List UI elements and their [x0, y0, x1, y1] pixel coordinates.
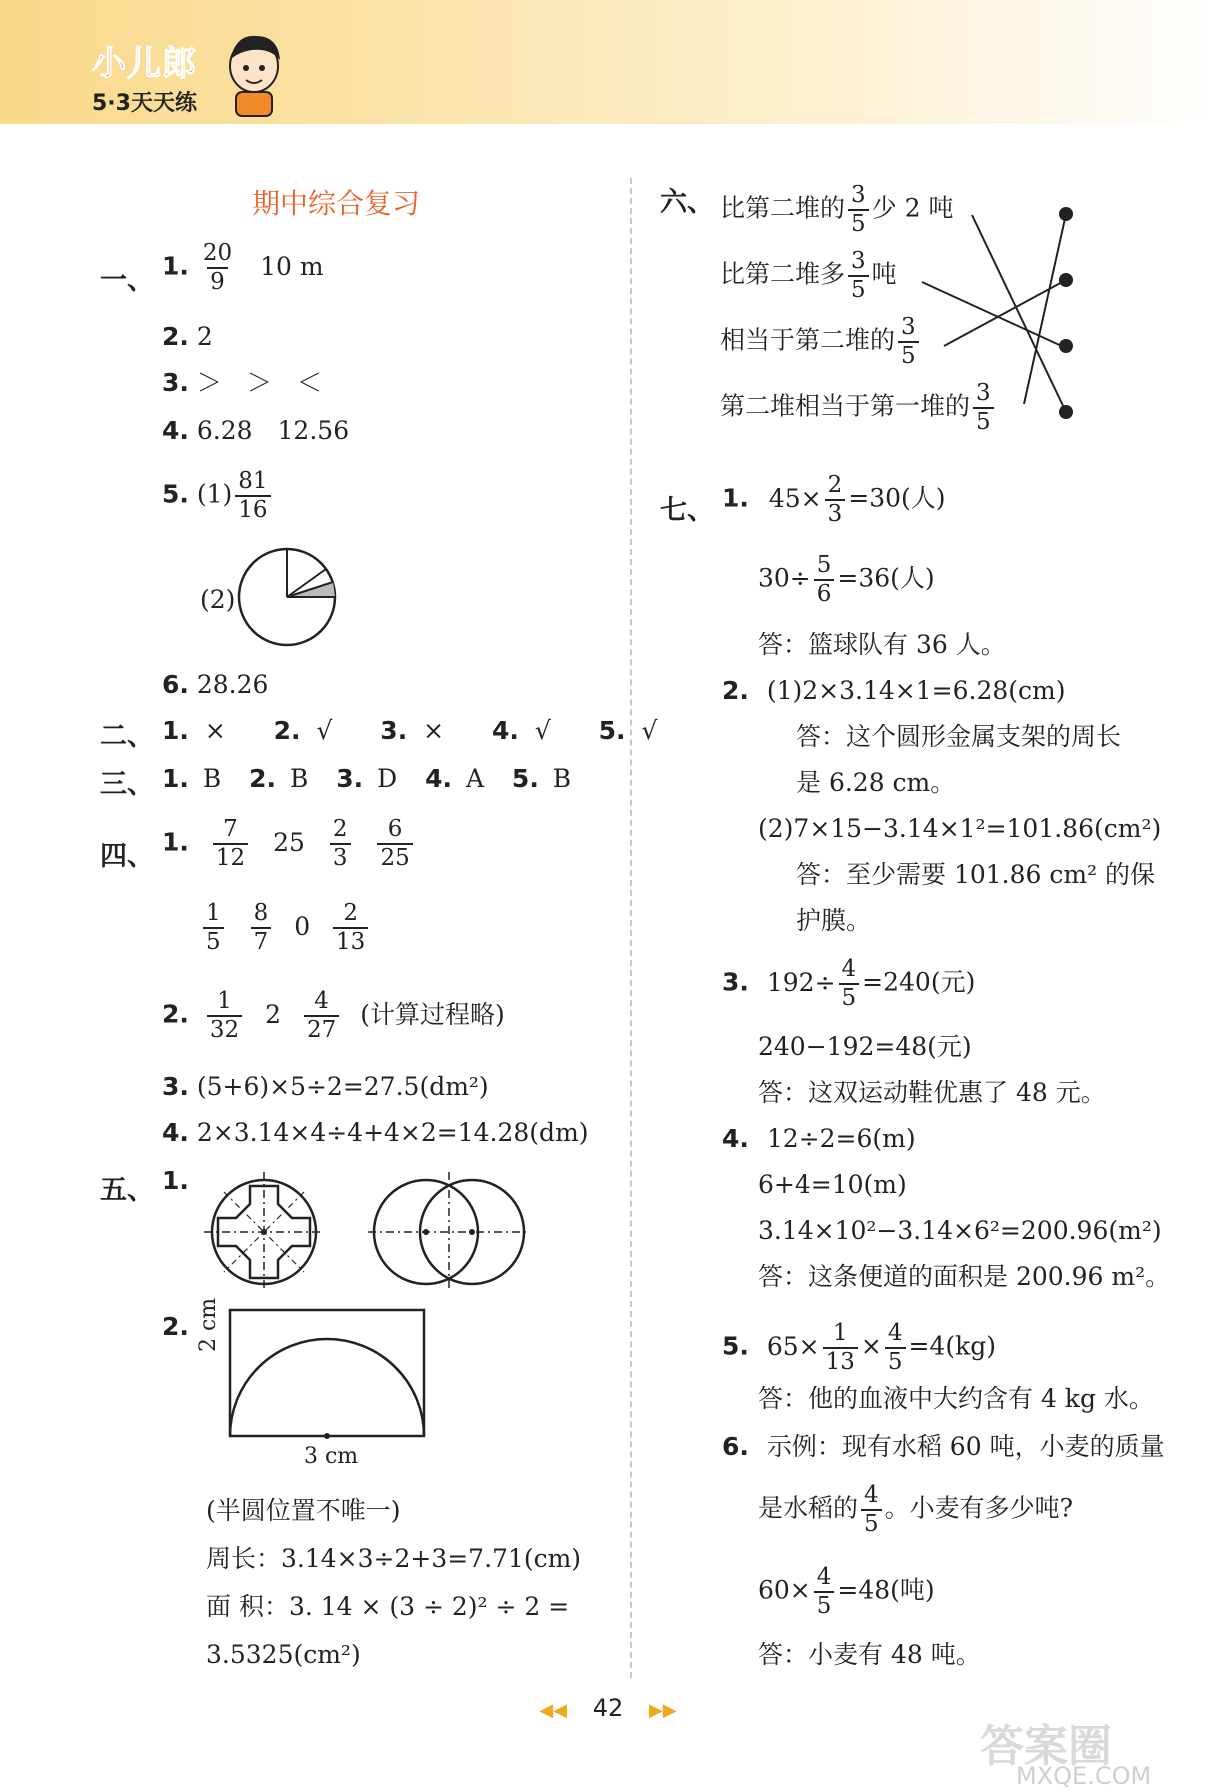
section-3-label: 三、: [100, 769, 154, 800]
section-2-answers: 1. × 2. √ 3. × 4. √ 5. √: [162, 716, 658, 745]
page-title: 期中综合复习: [252, 187, 421, 220]
section-7-label: 七、: [660, 495, 714, 526]
mascot-boy-icon: [222, 26, 286, 118]
logo-text: 小儿郎: [92, 44, 197, 84]
fraction: $\frac{6}{25}$: [377, 818, 412, 870]
answer-1-5: 5. (1) $\frac{81}{16}$: [162, 470, 274, 522]
answer-1-1: 1. $\frac{20}{9}$ 10 m: [162, 240, 324, 295]
answer-4-3: 3. (5+6)×5÷2=27.5(dm²): [162, 1072, 489, 1101]
fraction: $\frac{4}{5}$: [885, 1322, 906, 1374]
prev-arrow-icon: ◀◀: [539, 1700, 568, 1721]
answer-5-2-perimeter: 周长：3.14×3÷2+3=7.71(cm): [206, 1544, 582, 1573]
fraction: $\frac{81}{16}$: [235, 470, 270, 522]
fraction: $\frac{20}{9}$: [202, 240, 233, 295]
problem-6-answer: 答：小麦有 48 吨。: [758, 1640, 981, 1669]
section-3-answers: 1. B 2. B 3. D 4. A 5. B: [162, 764, 572, 793]
answer-5-2-num: 2.: [162, 1312, 189, 1341]
problem-4-answer: 答：这条便道的面积是 200.96 m²。: [758, 1262, 1171, 1291]
fraction: $\frac{2}{13}$: [333, 902, 368, 954]
watermark: 答案圈: [980, 1721, 1112, 1772]
matching-row-1: 比第二堆的 $\frac{3}{5}$ 少 2 吨: [720, 182, 954, 237]
problem-2-line1: 2. (1)2×3.14×1=6.28(cm): [722, 676, 1066, 705]
fraction: $\frac{3}{5}$: [848, 250, 869, 302]
answer-1-4: 4. 6.28 12.56: [162, 416, 350, 445]
section-4-label: 四、: [100, 841, 154, 872]
problem-4-line1: 4. 12÷2=6(m): [722, 1124, 916, 1153]
problem-1-answer: 答：篮球队有 36 人。: [758, 630, 1006, 659]
width-label: 3 cm: [304, 1444, 359, 1469]
problem-2-answer2-a: 答：至少需要 101.86 cm² 的保: [796, 860, 1156, 889]
problem-4-line3: 3.14×10²−3.14×6²=200.96(m²): [758, 1216, 1162, 1245]
symmetry-circle-figure-1: [204, 1172, 324, 1292]
circle-sector-figure: [236, 546, 338, 648]
problem-2-answer2-b: 护膜。: [796, 906, 872, 935]
fraction: $\frac{3}{5}$: [898, 316, 919, 368]
fraction: $\frac{1}{13}$: [823, 1322, 858, 1374]
section-5-label: 五、: [100, 1175, 154, 1206]
answer-1-3: 3. ＞ ＞ ＜: [162, 368, 322, 397]
answer-5-2-note: (半圆位置不唯一): [206, 1496, 401, 1525]
problem-5-line1: 5. 65× $\frac{1}{13}$ × $\frac{4}{5}$ =4(kg): [722, 1320, 997, 1375]
fraction: $\frac{4}{5}$: [839, 958, 860, 1010]
fraction: $\frac{8}{7}$: [251, 902, 272, 954]
next-arrow-icon: ▶▶: [648, 1700, 677, 1721]
fraction: $\frac{4}{27}$: [304, 990, 339, 1042]
answer-5-1-num: 1.: [162, 1166, 189, 1195]
problem-2-line2: (2)7×15−3.14×1²=101.86(cm²): [758, 814, 1162, 843]
fraction: $\frac{4}{5}$: [814, 1566, 835, 1618]
matching-row-4: 第二堆相当于第一堆的 $\frac{3}{5}$: [720, 382, 997, 434]
answer-1-2: 2. 2: [162, 322, 213, 351]
fraction: $\frac{5}{6}$: [814, 554, 835, 606]
matching-row-2: 比第二堆多 $\frac{3}{5}$ 吨: [720, 248, 897, 303]
watermark-url: MXQE.COM: [1016, 1762, 1152, 1790]
fraction: $\frac{1}{5}$: [203, 902, 224, 954]
problem-2-answer1-a: 答：这个圆形金属支架的周长: [796, 722, 1122, 751]
fraction: $\frac{2}{3}$: [330, 818, 351, 870]
problem-1-line2: 30÷ $\frac{5}{6}$ =36(人): [758, 552, 935, 607]
answer-5-2-area-line1: 面 积：3. 14 × (3 ÷ 2)² ÷ 2 =: [206, 1592, 570, 1621]
answer-4-2: 2. $\frac{1}{32}$ 2 $\frac{4}{27}$ (计算过程略): [162, 988, 505, 1043]
answer-5-2-area-line2: 3.5325(cm²): [206, 1640, 361, 1669]
fraction: $\frac{7}{12}$: [213, 818, 248, 870]
fraction: $\frac{3}{5}$: [973, 382, 994, 434]
problem-6-line1: 6. 示例：现有水稻 60 吨，小麦的质量: [722, 1432, 1165, 1461]
matching-row-3: 相当于第二堆的 $\frac{3}{5}$: [720, 316, 922, 368]
fraction: $\frac{1}{32}$: [207, 990, 242, 1042]
fraction: $\frac{3}{5}$: [848, 184, 869, 236]
answer-1-6: 6. 28.26: [162, 670, 269, 699]
problem-5-answer: 答：他的血液中大约含有 4 kg 水。: [758, 1384, 1154, 1413]
problem-4-line2: 6+4=10(m): [758, 1170, 907, 1199]
fraction: $\frac{2}{3}$: [825, 474, 846, 526]
section-2-label: 二、: [100, 721, 154, 752]
symmetry-circle-figure-2: [368, 1172, 530, 1292]
answer-4-4: 4. 2×3.14×4÷4+4×2=14.28(dm): [162, 1118, 589, 1147]
matching-lines: [900, 200, 1080, 430]
fraction: $\frac{4}{5}$: [861, 1484, 882, 1536]
column-divider: [630, 178, 632, 1678]
section-6-label: 六、: [660, 187, 714, 218]
answer-1-5-2-label: (2): [200, 585, 236, 614]
section-1-label: 一、: [100, 265, 154, 296]
problem-3-line1: 3. 192÷ $\frac{4}{5}$ =240(元): [722, 956, 976, 1011]
problem-6-line2: 是水稻的 $\frac{4}{5}$ 。小麦有多少吨?: [758, 1482, 1074, 1537]
height-label: 2 cm: [196, 1297, 221, 1352]
problem-2-answer1-b: 是 6.28 cm。: [796, 768, 956, 797]
problem-3-line2: 240−192=48(元): [758, 1032, 972, 1061]
answer-4-1-row1: 1. $\frac{7}{12}$ 25 $\frac{2}{3}$ $\frac{6}{25}$: [162, 818, 416, 870]
rectangle-semicircle-figure: [228, 1306, 428, 1442]
problem-3-answer: 答：这双运动鞋优惠了 48 元。: [758, 1078, 1106, 1107]
answer-4-1-row2: $\frac{1}{5}$ $\frac{8}{7}$ 0 $\frac{2}{13}$: [200, 902, 371, 954]
problem-1-line1: 1. 45× $\frac{2}{3}$ =30(人): [722, 472, 946, 527]
problem-6-line3: 60× $\frac{4}{5}$ =48(吨): [758, 1564, 935, 1619]
page-number: 42: [592, 1694, 624, 1722]
logo-subtitle: 5·3天天练: [92, 91, 197, 116]
